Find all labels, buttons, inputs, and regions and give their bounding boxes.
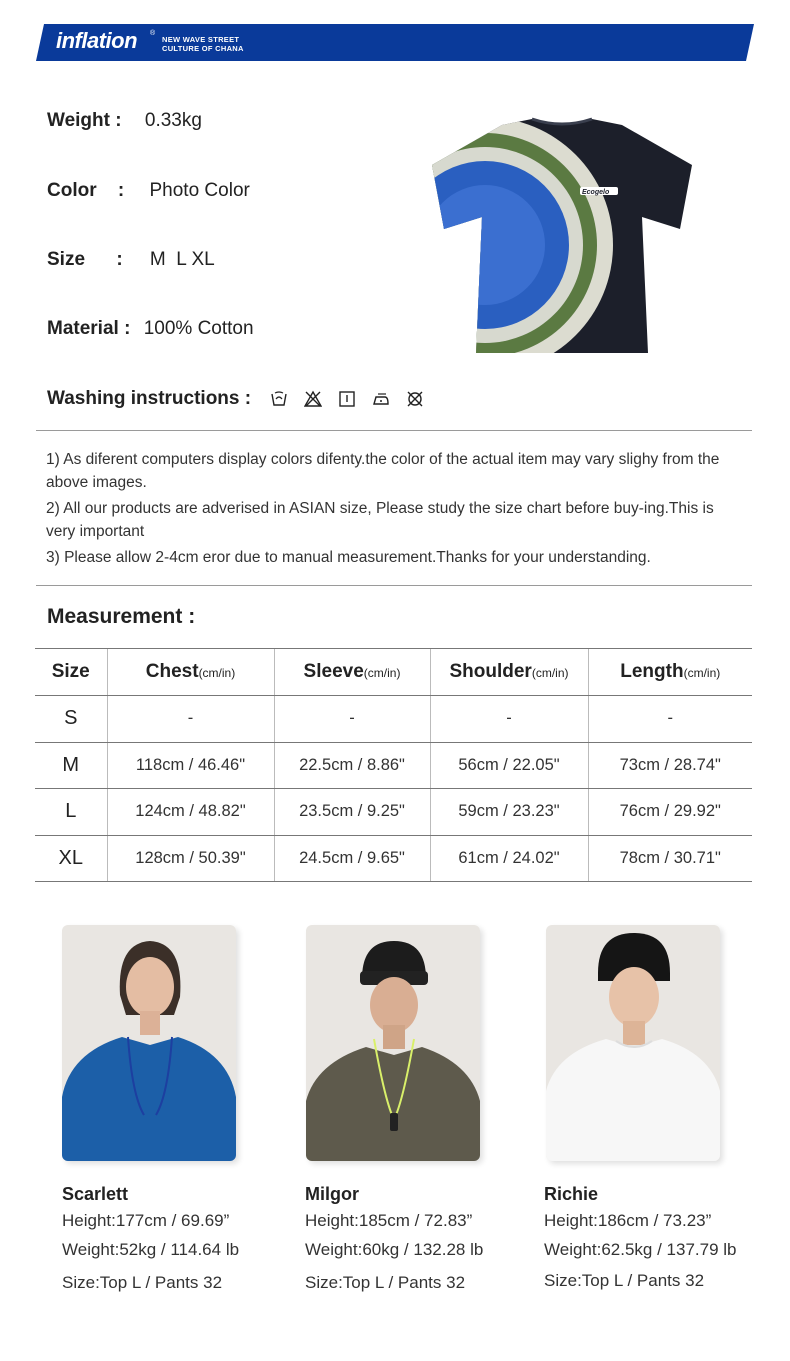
model-height: Height:186cm / 73.23” xyxy=(544,1211,712,1230)
cell-chest: - xyxy=(107,696,274,743)
washing-label: Washing instructions : xyxy=(47,388,252,409)
note-item: 2) All our products are adverised in ASIAN size, Please study the size chart before buy-ing.This is very important xyxy=(46,500,714,540)
model-size: Size:Top L / Pants 32 xyxy=(305,1273,466,1292)
cell-length: 73cm / 28.74" xyxy=(588,742,752,789)
model-photo xyxy=(546,925,720,1161)
divider xyxy=(36,585,752,586)
cell-shoulder: 56cm / 22.05" xyxy=(430,742,588,789)
model-size: Size:Top L / Pants 32 xyxy=(544,1271,705,1290)
table-row xyxy=(35,696,752,743)
table-row xyxy=(35,835,752,882)
color-colon: : xyxy=(117,180,125,201)
weight-value: 0.33kg xyxy=(144,110,202,131)
brand-logo: inflation xyxy=(56,28,138,53)
brand-banner xyxy=(36,24,754,61)
header-size: Size xyxy=(35,649,107,696)
table-header-row xyxy=(35,649,752,696)
model-photo xyxy=(62,925,236,1161)
model-name: Milgor xyxy=(305,1184,359,1204)
spec-weight xyxy=(47,110,202,132)
cell-size: S xyxy=(35,696,107,743)
model-name: Scarlett xyxy=(62,1184,129,1204)
hand-wash-icon xyxy=(270,390,288,408)
tagline-line-2: CULTURE OF CHANA xyxy=(162,44,244,53)
model-height: Height:185cm / 72.83” xyxy=(305,1211,473,1230)
notes xyxy=(46,448,746,572)
model-photo xyxy=(306,925,480,1161)
model-weight: Weight:52kg / 114.64 lb xyxy=(62,1240,240,1259)
header-chest: Chest(cm/in) xyxy=(107,649,274,696)
table-row xyxy=(35,742,752,789)
model-height: Height:177cm / 69.69” xyxy=(62,1211,230,1230)
note-item: 3) Please allow 2-4cm eror due to manual measurement.Thanks for your understanding. xyxy=(46,549,651,566)
cell-shoulder: 61cm / 24.02" xyxy=(430,835,588,882)
cell-sleeve: - xyxy=(274,696,430,743)
size-chart-table xyxy=(35,648,752,882)
cell-length: 78cm / 30.71" xyxy=(588,835,752,882)
header-length: Length(cm/in) xyxy=(588,649,752,696)
note-item: 1) As diferent computers display colors difenty.the color of the actual item may vary slighy from the above images. xyxy=(46,451,720,491)
iron-low-icon xyxy=(372,390,390,408)
brand-tagline xyxy=(162,35,244,53)
size-colon: : xyxy=(116,249,123,270)
header-sleeve: Sleeve(cm/in) xyxy=(274,649,430,696)
color-value: Photo Color xyxy=(149,180,250,201)
color-label: Color xyxy=(47,180,97,201)
cell-sleeve: 24.5cm / 9.65" xyxy=(274,835,430,882)
cell-size: M xyxy=(35,742,107,789)
size-value: M L XL xyxy=(149,249,215,270)
material-value: 100% Cotton xyxy=(143,318,254,339)
model-weight: Weight:62.5kg / 137.79 lb xyxy=(544,1240,737,1259)
do-not-bleach-icon xyxy=(304,390,322,408)
header-shoulder: Shoulder(cm/in) xyxy=(430,649,588,696)
size-label: Size xyxy=(47,249,86,270)
brand-reg-mark: ® xyxy=(150,30,156,37)
material-label: Material : xyxy=(47,318,131,339)
divider xyxy=(36,430,752,431)
cell-chest: 128cm / 50.39" xyxy=(107,835,274,882)
banner-background xyxy=(36,24,754,61)
tagline-line-1: NEW WAVE STREET xyxy=(162,35,240,44)
measurement-title: Measurement : xyxy=(47,605,196,628)
cell-chest: 124cm / 48.82" xyxy=(107,789,274,836)
shirt-print-text: Ecogelo xyxy=(582,189,610,196)
weight-label: Weight : xyxy=(47,110,122,131)
spec-material xyxy=(47,318,254,340)
spec-color xyxy=(47,180,250,202)
dry-flat-icon xyxy=(338,390,356,408)
do-not-dry-clean-icon xyxy=(406,390,424,408)
cell-length: 76cm / 29.92" xyxy=(588,789,752,836)
cell-shoulder: - xyxy=(430,696,588,743)
table-row xyxy=(35,789,752,836)
cell-size: L xyxy=(35,789,107,836)
cell-shoulder: 59cm / 23.23" xyxy=(430,789,588,836)
product-image xyxy=(430,117,695,357)
model-weight: Weight:60kg / 132.28 lb xyxy=(305,1240,484,1259)
washing-icons xyxy=(270,390,424,408)
cell-size: XL xyxy=(35,835,107,882)
cell-chest: 118cm / 46.46" xyxy=(107,742,274,789)
cell-sleeve: 23.5cm / 9.25" xyxy=(274,789,430,836)
cell-sleeve: 22.5cm / 8.86" xyxy=(274,742,430,789)
spec-size xyxy=(47,249,215,271)
model-size: Size:Top L / Pants 32 xyxy=(62,1273,223,1292)
model-name: Richie xyxy=(544,1184,599,1204)
cell-length: - xyxy=(588,696,752,743)
